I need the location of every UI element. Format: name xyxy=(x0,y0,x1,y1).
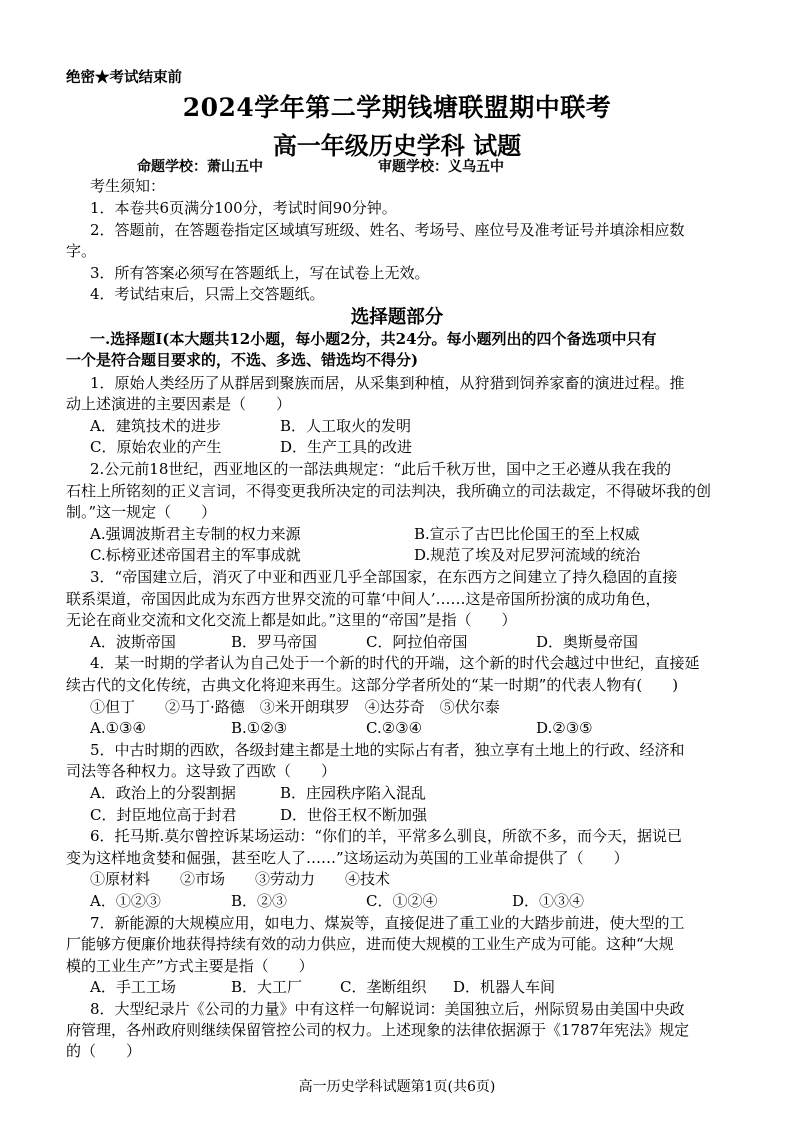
instruction-line: 3．所有答案必须写在答题纸上，写在试卷上无效。 xyxy=(90,264,430,282)
exam-subtitle: 高一年级历史学科 试题 xyxy=(272,131,522,160)
instruction-line: 2．答题前，在答题卷指定区域填写班级、姓名、考场号、座位号及准考证号并填涂相应数 xyxy=(90,221,685,239)
q3-option-b: B．罗马帝国 xyxy=(231,633,318,651)
q3-option-a: A．波斯帝国 xyxy=(90,633,176,651)
section-intro: 一个是符合题目要求的，不选、多选、错选均不得分) xyxy=(66,351,419,369)
page-footer: 高一历史学科试题第1页(共6页) xyxy=(298,1079,496,1095)
q5-option-a: A．政治上的分裂割据 xyxy=(90,784,236,802)
instruction-line: 字。 xyxy=(66,242,97,260)
question-2-text: 2.公元前18世纪，西亚地区的一部法典规定：“此后千秋万世，国中之王必遵从我在我的 xyxy=(90,460,672,478)
q4-option-b: B.①②③ xyxy=(231,719,288,737)
question-7-text: 厂能够方便廉价地获得持续有效的动力供应，进而使大规模的工业生产成为可能。这种“大规 xyxy=(66,935,674,953)
instruction-line: 1．本卷共6页满分100分，考试时间90分钟。 xyxy=(90,199,397,217)
question-2-text: 制。”这一规定（ ） xyxy=(66,503,217,521)
q3-option-d: D．奥斯曼帝国 xyxy=(536,633,639,651)
question-6-text: 变为这样地贪婪和倔强，甚至吃人了……”这场运动为英国的工业革命提供了（ ） xyxy=(66,849,629,867)
instructions-heading: 考生须知： xyxy=(90,177,166,195)
q1-option-a: A．建筑技术的进步 xyxy=(90,417,221,435)
q6-option-a: A．①②③ xyxy=(90,892,161,910)
q7-option-b: B．大工厂 xyxy=(231,978,303,996)
question-6-text: 6．托马斯.莫尔曾控诉某场运动：“你们的羊，平常多么驯良，所欲不多，而今天，据说已 xyxy=(90,827,682,845)
question-2-text: 石柱上所铭刻的正义言词，不得变更我所决定的司法判决，我所确立的司法裁定，不得破坏我的创 xyxy=(66,482,712,500)
q2-option-b: B.宣示了古巴比伦国王的至上权威 xyxy=(414,525,640,543)
q1-option-d: D．生产工具的改进 xyxy=(280,438,413,456)
q6-option-c: C．①②④ xyxy=(366,892,438,910)
question-3-text: 联系渠道，帝国因此成为东西方世界交流的可靠‘中间人’……这是帝国所扮演的成功角色， xyxy=(66,590,661,608)
q6-items: ①原材料 ②市场 ③劳动力 ④技术 xyxy=(90,870,391,888)
q4-option-d: D.②③⑤ xyxy=(536,719,593,737)
q7-option-d: D．机器人车间 xyxy=(453,978,556,996)
exam-title: 2024学年第二学期钱塘联盟期中联考 xyxy=(182,93,612,122)
question-3-text: 无论在商业交流和文化交流上都是如此。”这里的“帝国”是指（ ） xyxy=(66,611,517,629)
q2-option-d: D.规范了埃及对尼罗河流域的统治 xyxy=(414,546,641,564)
section-title: 选择题部分 xyxy=(350,307,444,328)
instruction-line: 4．考试结束后，只需上交答题纸。 xyxy=(90,285,325,303)
q1-option-b: B．人工取火的发明 xyxy=(280,417,412,435)
q3-option-c: C．阿拉伯帝国 xyxy=(366,633,468,651)
question-5-text: 5．中古时期的西欧，各级封建主都是土地的实际占有者，独立享有土地上的行政、经济和 xyxy=(90,741,685,759)
q2-option-c: C.标榜亚述帝国君主的军事成就 xyxy=(90,546,301,564)
question-1-text: 动上述演进的主要因素是（ ） xyxy=(66,395,292,413)
question-7-text: 7．新能源的大规模应用，如电力、煤炭等，直接促进了重工业的大踏步前进，使大型的工 xyxy=(90,914,685,932)
section-intro: 一.选择题Ⅰ(本大题共12小题，每小题2分，共24分。每小题列出的四个备选项中只有 xyxy=(90,330,657,348)
question-4-text: 续古代的文化传统，古典文化将迎来再生。这部分学者所处的“某一时期”的代表人物有( ) xyxy=(66,676,679,694)
q4-option-a: A.①③④ xyxy=(90,719,146,737)
question-8-text: 的（ ） xyxy=(66,1042,142,1060)
setter-school: 命题学校：萧山五中 xyxy=(137,159,263,175)
question-1-text: 1．原始人类经历了从群居到聚族而居，从采集到种植，从狩猎到饲养家畜的演进过程。推 xyxy=(90,374,685,392)
q5-option-c: C．封臣地位高于封君 xyxy=(90,806,237,824)
question-8-text: 8．大型纪录片《公司的力量》中有这样一句解说词：美国独立后，州际贸易由美国中央政 xyxy=(90,1000,685,1018)
question-8-text: 府管理，各州政府则继续保留管控公司的权力。上述现象的法律依据源于《1787年宪法》规定 xyxy=(66,1021,690,1039)
question-5-text: 司法等各种权力。这导致了西欧（ ） xyxy=(66,762,337,780)
question-7-text: 模的工业生产”方式主要是指（ ） xyxy=(66,957,314,975)
q1-option-c: C．原始农业的产生 xyxy=(90,438,222,456)
q4-option-c: C.②③④ xyxy=(366,719,423,737)
q2-option-a: A.强调波斯君主专制的权力来源 xyxy=(90,525,301,543)
reviewer-school: 审题学校：义乌五中 xyxy=(378,159,504,175)
confidential-label: 绝密★考试结束前 xyxy=(66,69,182,86)
question-3-text: 3．“帝国建立后，消灭了中亚和西亚几乎全部国家，在东西方之间建立了持久稳固的直接 xyxy=(90,568,678,586)
q5-option-d: D．世俗王权不断加强 xyxy=(280,806,428,824)
q7-option-a: A．手工工场 xyxy=(90,978,176,996)
q7-option-c: C．垄断组织 xyxy=(340,978,427,996)
q5-option-b: B．庄园秩序陷入混乱 xyxy=(280,784,427,802)
q4-items: ①但丁 ②马丁·路德 ③米开朗琪罗 ④达芬奇 ⑤伏尔泰 xyxy=(90,698,500,716)
q6-option-d: D．①③④ xyxy=(512,892,585,910)
q6-option-b: B．②③ xyxy=(231,892,288,910)
question-4-text: 4．某一时期的学者认为自己处于一个新的时代的开端，这个新的时代会越过中世纪，直接延 xyxy=(90,654,700,672)
